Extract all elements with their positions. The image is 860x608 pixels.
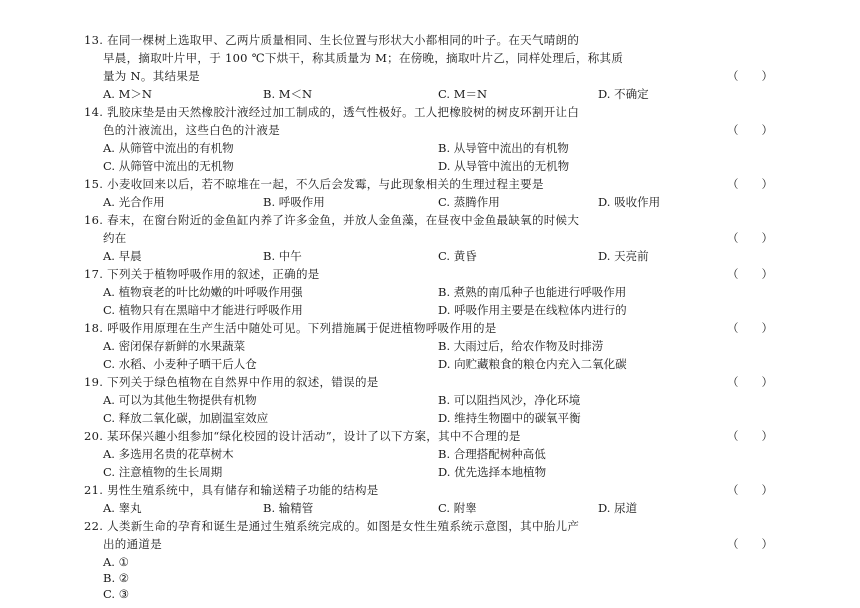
option-b: B. M＜N bbox=[263, 87, 313, 101]
option-b: B. 可以阻挡风沙，净化环境 bbox=[438, 393, 581, 407]
question-text-line: 量为 N。其结果是 bbox=[103, 69, 200, 83]
option-c: C. 从筛管中流出的无机物 bbox=[103, 159, 234, 173]
question-text-line: 14. 乳胶床垫是由天然橡胶汁液经过加工制成的，透气性极好。工人把橡胶树的树皮环割开让白 bbox=[84, 105, 580, 119]
option-d: D. 天亮前 bbox=[598, 249, 649, 263]
question-text-line: 15. 小麦收回来以后，若不晾堆在一起，不久后会发霉，与此现象相关的生理过程主要是 bbox=[84, 177, 544, 191]
answer-bracket: （ ） bbox=[727, 123, 773, 137]
option-a: A. 可以为其他生物提供有机物 bbox=[103, 393, 257, 407]
option-c: C. 黄昏 bbox=[438, 249, 477, 263]
option-a: A. 早晨 bbox=[103, 249, 142, 263]
option-b: B. ② bbox=[103, 571, 130, 585]
option-b: B. 从导管中流出的有机物 bbox=[438, 141, 569, 155]
option-a: A. M＞N bbox=[103, 87, 152, 101]
answer-bracket: （ ） bbox=[727, 69, 773, 83]
option-c: C. 附睾 bbox=[438, 501, 477, 515]
answer-bracket: （ ） bbox=[727, 537, 773, 551]
option-d: D. 从导管中流出的无机物 bbox=[438, 159, 570, 173]
option-b: B. 合理搭配树种高低 bbox=[438, 447, 546, 461]
question-text-line: 出的通道是 bbox=[103, 537, 162, 551]
answer-bracket: （ ） bbox=[727, 429, 773, 443]
option-c: C. 注意植物的生长周期 bbox=[103, 465, 223, 479]
option-c: C. 植物只有在黑暗中才能进行呼吸作用 bbox=[103, 303, 303, 317]
question-text-line: 13. 在同一棵树上选取甲、乙两片质量相同、生长位置与形状大小都相同的叶子。在天气晴朗的 bbox=[84, 33, 580, 47]
option-d: D. 向贮藏粮食的粮仓内充入二氧化碳 bbox=[438, 357, 627, 371]
option-a: A. 植物衰老的叶比幼嫩的叶呼吸作用强 bbox=[103, 285, 303, 299]
option-a: A. 从筛管中流出的有机物 bbox=[103, 141, 234, 155]
option-b: B. 中午 bbox=[263, 249, 302, 263]
option-d: D. 优先选择本地植物 bbox=[438, 465, 547, 479]
option-c: C. M＝N bbox=[438, 87, 488, 101]
option-b: B. 煮熟的南瓜种子也能进行呼吸作用 bbox=[438, 285, 627, 299]
option-d: D. 维持生物圈中的碳氧平衡 bbox=[438, 411, 581, 425]
question-text-line: 色的汁液流出，这些白色的汁液是 bbox=[103, 123, 280, 137]
option-a: A. 光合作用 bbox=[103, 195, 165, 209]
option-a: A. ① bbox=[103, 555, 129, 569]
option-d: D. 尿道 bbox=[598, 501, 638, 515]
answer-bracket: （ ） bbox=[727, 267, 773, 281]
question-text-line: 21. 男性生殖系统中，具有储存和输送精子功能的结构是 bbox=[84, 483, 379, 497]
answer-bracket: （ ） bbox=[727, 375, 773, 389]
answer-bracket: （ ） bbox=[727, 483, 773, 497]
question-text-line: 早晨，摘取叶片甲，于 100 ℃下烘干，称其质量为 M；在傍晚，摘取叶片乙，同样处理后，称其质 bbox=[103, 51, 624, 65]
option-b: B. 输精管 bbox=[263, 501, 314, 515]
option-b: B. 大雨过后，给农作物及时排涝 bbox=[438, 339, 604, 353]
option-a: A. 密闭保存新鲜的水果蔬菜 bbox=[103, 339, 246, 353]
option-a: A. 睾丸 bbox=[103, 501, 142, 515]
option-a: A. 多选用名贵的花草树木 bbox=[103, 447, 234, 461]
question-text-line: 18. 呼吸作用原理在生产生活中随处可见。下列措施属于促进植物呼吸作用的是 bbox=[84, 321, 497, 335]
question-text-line: 16. 春末，在窗台附近的金鱼缸内养了许多金鱼，并放人金鱼藻，在昼夜中金鱼最缺氧的时候大 bbox=[84, 213, 580, 227]
option-c: C. 蒸腾作用 bbox=[438, 195, 500, 209]
question-text-line: 17. 下列关于植物呼吸作用的叙述，正确的是 bbox=[84, 267, 320, 281]
option-d: D. 吸收作用 bbox=[598, 195, 661, 209]
option-c: C. ③ bbox=[103, 587, 130, 601]
answer-bracket: （ ） bbox=[727, 321, 773, 335]
option-b: B. 呼吸作用 bbox=[263, 195, 325, 209]
option-c: C. 释放二氧化碳，加剧温室效应 bbox=[103, 411, 269, 425]
answer-bracket: （ ） bbox=[727, 177, 773, 191]
question-text-line: 20. 某环保兴趣小组参加“绿化校园的设计活动”，设计了以下方案，其中不合理的是 bbox=[84, 429, 521, 443]
question-text-line: 约在 bbox=[103, 231, 127, 245]
question-text-line: 19. 下列关于绿色植物在自然界中作用的叙述，错误的是 bbox=[84, 375, 379, 389]
question-text-line: 22. 人类新生命的孕育和诞生是通过生殖系统完成的。如图是女性生殖系统示意图，其中胎儿产 bbox=[84, 519, 580, 533]
option-d: D. 呼吸作用主要是在线粒体内进行的 bbox=[438, 303, 627, 317]
option-d: D. 不确定 bbox=[598, 87, 649, 101]
option-c: C. 水稻、小麦种子晒干后人仓 bbox=[103, 357, 257, 371]
answer-bracket: （ ） bbox=[727, 231, 773, 245]
